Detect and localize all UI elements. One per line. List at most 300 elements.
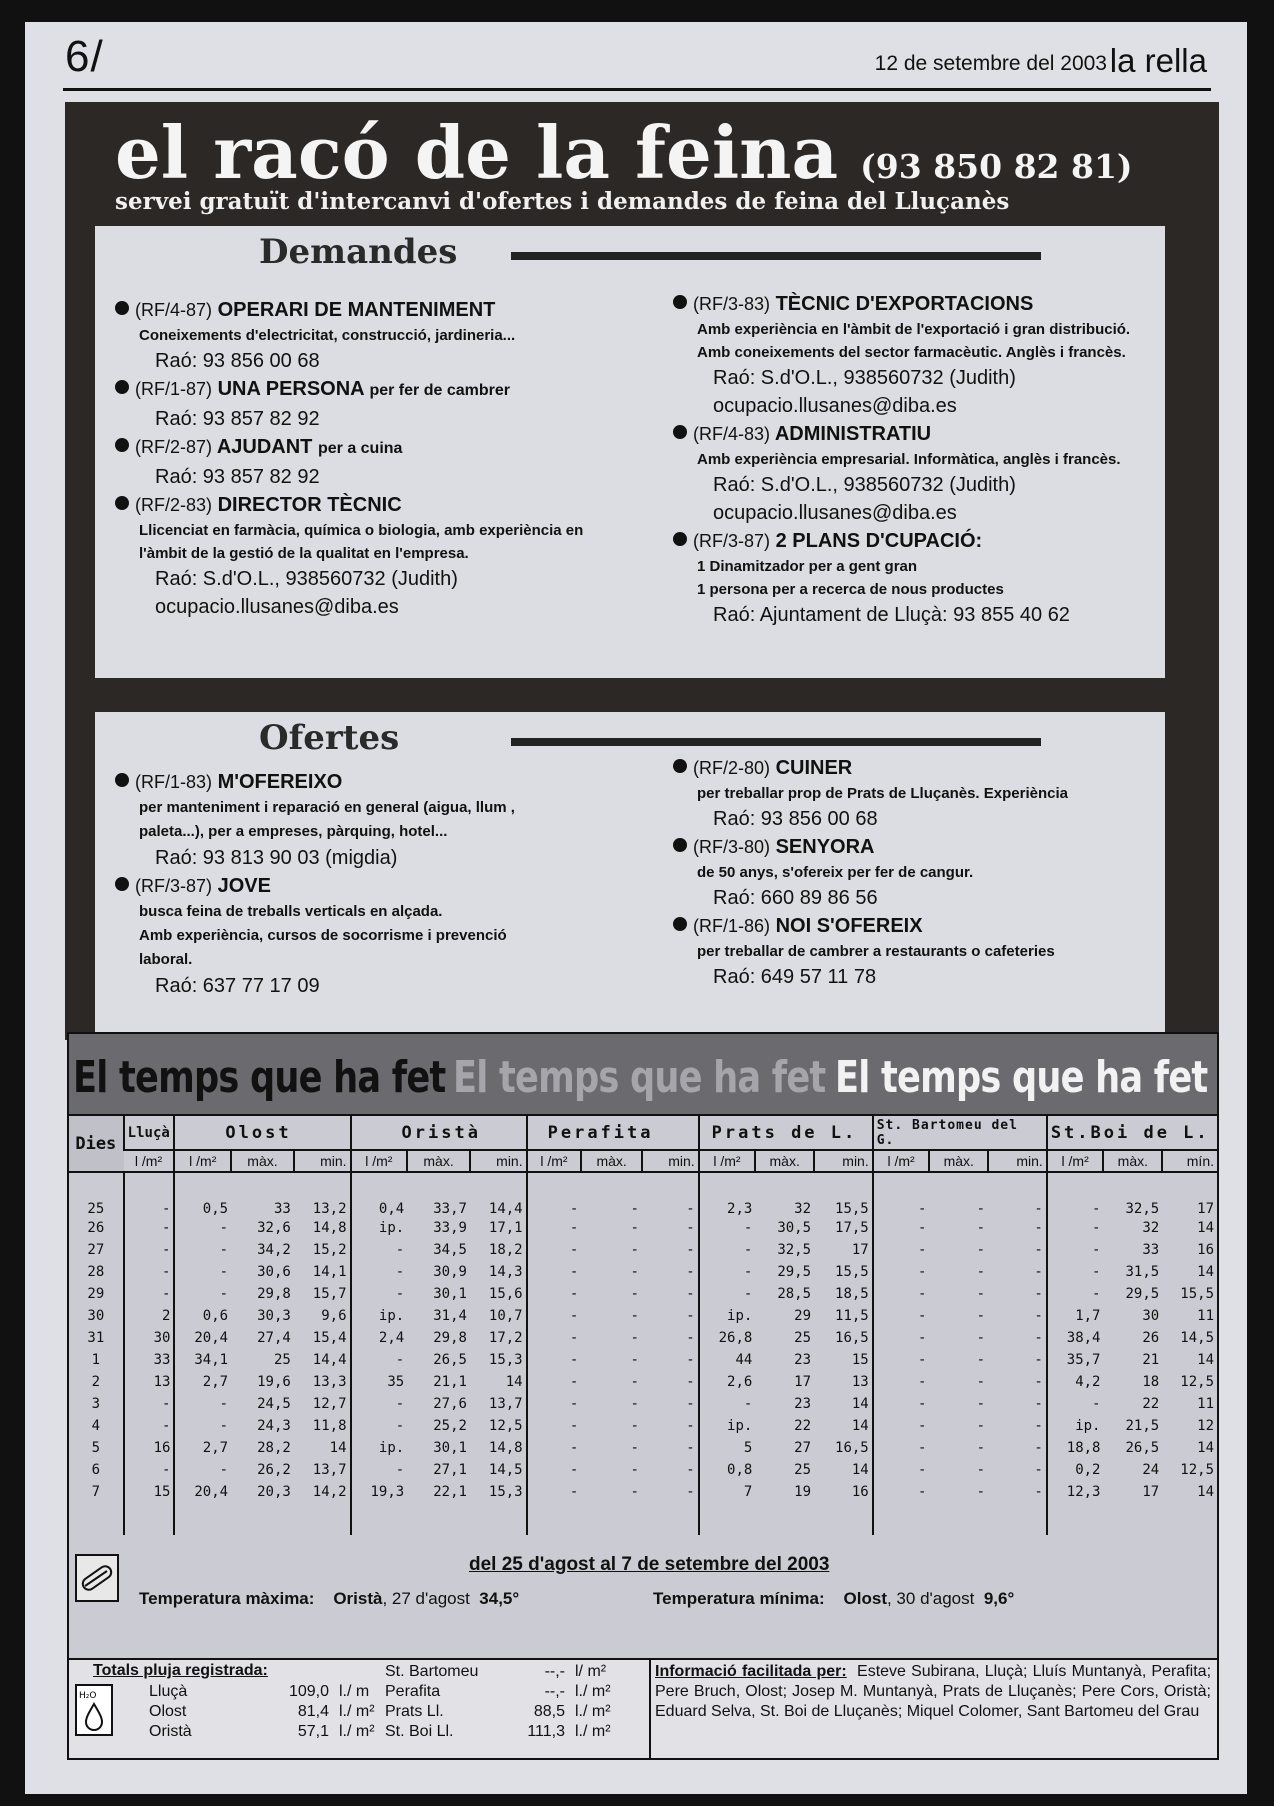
entry-contact: Raó: 637 77 17 09 bbox=[155, 975, 320, 997]
weather-title-echo-1: El temps que ha fet bbox=[453, 1052, 826, 1103]
value-cell: 26,8 bbox=[699, 1327, 756, 1349]
value-cell: - bbox=[873, 1261, 930, 1283]
value-cell: - bbox=[686, 1220, 695, 1236]
value-cell: 15,3 bbox=[488, 1484, 523, 1500]
value-cell: 14 bbox=[1197, 1440, 1214, 1456]
value-cell: 27,1 bbox=[433, 1462, 467, 1478]
entry-extra: per fer de cambrer bbox=[369, 382, 510, 399]
thermometer-icon bbox=[75, 1554, 119, 1602]
value-cell: 14 bbox=[851, 1418, 869, 1434]
demandes-title: Demandes bbox=[259, 232, 458, 272]
value-cell: - bbox=[873, 1327, 930, 1349]
entry-description: Llicenciat en farmàcia, química o biologia, amb experiència en bbox=[139, 522, 584, 539]
value-cell: - bbox=[976, 1484, 986, 1500]
day-cell: 29 bbox=[87, 1286, 105, 1302]
totals-divider bbox=[649, 1660, 651, 1758]
value-cell: - bbox=[527, 1481, 582, 1503]
value-cell: 27,6 bbox=[433, 1396, 467, 1412]
value-cell: 18,8 bbox=[1047, 1437, 1104, 1459]
water-drop-icon bbox=[75, 1684, 113, 1736]
value-cell: 20,4 bbox=[174, 1327, 231, 1349]
value-cell: - bbox=[686, 1201, 695, 1217]
entry-ref: (RF/3-87) bbox=[135, 876, 213, 896]
value-cell: - bbox=[124, 1239, 175, 1261]
value-cell: 19,6 bbox=[257, 1374, 291, 1390]
day-cell: 5 bbox=[91, 1440, 101, 1456]
value-cell: - bbox=[630, 1396, 639, 1412]
value-cell: - bbox=[630, 1330, 639, 1346]
entry-contact: Raó: 93 856 00 68 bbox=[155, 350, 320, 372]
unit-header: màx. bbox=[407, 1150, 470, 1172]
unit-header: min. bbox=[988, 1150, 1047, 1172]
value-cell: 25 bbox=[273, 1352, 291, 1368]
value-cell: 29,8 bbox=[433, 1330, 467, 1346]
unit-header: l /m² bbox=[873, 1150, 930, 1172]
value-cell: - bbox=[527, 1283, 582, 1305]
value-cell: - bbox=[699, 1239, 756, 1261]
value-cell: - bbox=[174, 1459, 231, 1481]
unit-header: màx. bbox=[231, 1150, 294, 1172]
value-cell: 25,2 bbox=[433, 1418, 467, 1434]
value-cell: - bbox=[873, 1217, 930, 1239]
tmin-date: , 30 d'agost bbox=[886, 1589, 975, 1608]
entry-ref: (RF/2-80) bbox=[693, 758, 771, 778]
value-cell: 29,5 bbox=[1125, 1286, 1160, 1302]
value-cell: - bbox=[124, 1415, 175, 1437]
value-cell: - bbox=[1034, 1220, 1043, 1236]
unit-header: màx. bbox=[1103, 1150, 1162, 1172]
value-cell: 24 bbox=[1142, 1462, 1160, 1478]
value-cell: - bbox=[124, 1217, 175, 1239]
value-cell: 28,2 bbox=[257, 1440, 291, 1456]
value-cell: 44 bbox=[699, 1349, 756, 1371]
value-cell: - bbox=[124, 1459, 175, 1481]
value-cell: 14,4 bbox=[312, 1352, 347, 1368]
value-cell: 25 bbox=[794, 1462, 812, 1478]
value-cell: 30,9 bbox=[433, 1264, 467, 1280]
value-cell: 16,5 bbox=[835, 1330, 869, 1346]
value-cell: 17 bbox=[851, 1242, 869, 1258]
value-cell: - bbox=[630, 1264, 639, 1280]
value-cell: 14,1 bbox=[312, 1264, 347, 1280]
unit-header: l /m² bbox=[527, 1150, 582, 1172]
value-cell: - bbox=[686, 1396, 695, 1412]
entry-email: ocupacio.llusanes@diba.es bbox=[713, 502, 957, 524]
value-cell: 15,3 bbox=[488, 1352, 523, 1368]
total-cell: --,- bbox=[544, 1683, 565, 1700]
value-cell: - bbox=[527, 1393, 582, 1415]
value-cell: 14,5 bbox=[488, 1462, 523, 1478]
entry-description: 1 persona per a recerca de nous productes bbox=[697, 581, 1004, 598]
entry-contact: Raó: 660 89 86 56 bbox=[713, 887, 878, 909]
unit-header: mín. bbox=[1162, 1150, 1217, 1172]
value-cell: 22 bbox=[794, 1418, 812, 1434]
value-cell: 26 bbox=[1142, 1330, 1160, 1346]
bullet-icon bbox=[673, 917, 687, 931]
entry-ref: (RF/3-80) bbox=[693, 837, 771, 857]
value-cell: - bbox=[976, 1440, 986, 1456]
value-cell: 12,5 bbox=[488, 1418, 523, 1434]
value-cell: ip. bbox=[1047, 1415, 1104, 1437]
value-cell: - bbox=[686, 1264, 695, 1280]
day-cell: 6 bbox=[91, 1462, 101, 1478]
entry-description: laboral. bbox=[139, 951, 193, 968]
value-cell: 31,4 bbox=[433, 1308, 467, 1324]
value-cell: 15 bbox=[124, 1481, 175, 1503]
entry-ref: (RF/1-87) bbox=[135, 379, 213, 399]
value-cell: - bbox=[630, 1484, 639, 1500]
value-cell: - bbox=[527, 1327, 582, 1349]
value-cell: - bbox=[527, 1459, 582, 1481]
value-cell: 14,5 bbox=[1180, 1330, 1214, 1346]
value-cell: 25 bbox=[794, 1330, 812, 1346]
value-cell: - bbox=[1047, 1239, 1104, 1261]
value-cell: 30,3 bbox=[257, 1308, 291, 1324]
ofertes-left-column bbox=[115, 768, 635, 1000]
ofertes-panel bbox=[95, 712, 1165, 1038]
entry-contact: Raó: 93 857 82 92 bbox=[155, 466, 320, 488]
value-cell: 34,5 bbox=[433, 1242, 467, 1258]
value-cell: - bbox=[976, 1286, 986, 1302]
value-cell: - bbox=[527, 1239, 582, 1261]
day-cell: 31 bbox=[87, 1330, 105, 1346]
value-cell: 32,5 bbox=[777, 1242, 812, 1258]
value-cell: - bbox=[351, 1349, 408, 1371]
entry-ref: (RF/3-83) bbox=[693, 294, 771, 314]
entry-heading bbox=[673, 420, 1153, 448]
entry-contact: Raó: Ajuntament de Lluçà: 93 855 40 62 bbox=[713, 604, 1070, 626]
value-cell: - bbox=[1034, 1484, 1043, 1500]
value-cell: 35 bbox=[351, 1371, 408, 1393]
value-cell: - bbox=[124, 1393, 175, 1415]
value-cell: - bbox=[873, 1459, 930, 1481]
value-cell: - bbox=[686, 1374, 695, 1390]
value-cell: 14 bbox=[1197, 1264, 1214, 1280]
total-cell: 88,5 bbox=[533, 1703, 565, 1720]
unit-header: min. bbox=[814, 1150, 873, 1172]
bullet-icon bbox=[673, 295, 687, 309]
value-cell: - bbox=[873, 1393, 930, 1415]
newspaper-page bbox=[25, 22, 1247, 1794]
value-cell: - bbox=[686, 1484, 695, 1500]
value-cell: 14 bbox=[851, 1462, 869, 1478]
entry-description: per treballar de cambrer a restaurants o cafeteries bbox=[697, 943, 1055, 960]
entry-title: CUINER bbox=[775, 757, 853, 779]
value-cell: 17 bbox=[794, 1374, 812, 1390]
bullet-icon bbox=[673, 838, 687, 852]
entry-heading bbox=[115, 491, 625, 519]
value-cell: - bbox=[873, 1305, 930, 1327]
value-cell: - bbox=[976, 1308, 986, 1324]
value-cell: 23 bbox=[794, 1396, 812, 1412]
weather-row bbox=[69, 1371, 1217, 1393]
station-header: Perafita bbox=[527, 1116, 699, 1150]
total-cell: Oristà bbox=[149, 1723, 192, 1740]
value-cell: - bbox=[686, 1462, 695, 1478]
page-number: 6/ bbox=[65, 32, 104, 81]
weather-section bbox=[67, 1032, 1219, 1752]
value-cell: 16 bbox=[1197, 1242, 1214, 1258]
weather-row bbox=[69, 1261, 1217, 1283]
value-cell: 24,3 bbox=[257, 1418, 291, 1434]
total-cell: l./ m² bbox=[575, 1723, 611, 1740]
value-cell: 0,5 bbox=[174, 1172, 231, 1217]
value-cell: - bbox=[686, 1440, 695, 1456]
rain-totals-section bbox=[67, 1658, 1219, 1760]
value-cell: - bbox=[976, 1352, 986, 1368]
value-cell: 17 bbox=[1142, 1484, 1160, 1500]
value-cell: - bbox=[873, 1437, 930, 1459]
value-cell: 33,7 bbox=[433, 1201, 467, 1217]
value-cell: - bbox=[1047, 1261, 1104, 1283]
total-cell: Olost bbox=[149, 1703, 187, 1720]
raco-title: el racó de la feina bbox=[115, 110, 839, 195]
value-cell: - bbox=[976, 1242, 986, 1258]
value-cell: - bbox=[351, 1283, 408, 1305]
ofertes-right-column bbox=[673, 754, 1153, 991]
entry-ref: (RF/3-87) bbox=[693, 531, 771, 551]
day-cell: 27 bbox=[87, 1242, 105, 1258]
value-cell: - bbox=[686, 1418, 695, 1434]
value-cell: - bbox=[630, 1286, 639, 1302]
value-cell: 15,5 bbox=[1180, 1286, 1214, 1302]
value-cell: 29,5 bbox=[777, 1264, 812, 1280]
value-cell: 33,9 bbox=[433, 1220, 467, 1236]
bullet-icon bbox=[673, 532, 687, 546]
total-cell: St. Boi Ll. bbox=[385, 1723, 454, 1740]
value-cell: 15,5 bbox=[835, 1201, 869, 1217]
entry-ref: (RF/1-86) bbox=[693, 916, 771, 936]
total-cell: --,- bbox=[544, 1663, 565, 1680]
value-cell: - bbox=[686, 1330, 695, 1346]
value-cell: 2,6 bbox=[699, 1371, 756, 1393]
unit-header: min. bbox=[294, 1150, 351, 1172]
tmin-label: Temperatura mínima: bbox=[653, 1589, 825, 1608]
value-cell: - bbox=[527, 1305, 582, 1327]
value-cell: - bbox=[686, 1352, 695, 1368]
station-header: Olost bbox=[174, 1116, 350, 1150]
weather-row bbox=[69, 1437, 1217, 1459]
value-cell: 18,2 bbox=[488, 1242, 523, 1258]
ofertes-rule bbox=[511, 738, 1041, 746]
entry-description: l'àmbit de la gestió de la qualitat en l'empresa. bbox=[139, 545, 469, 562]
station-header: Oristà bbox=[351, 1116, 527, 1150]
value-cell: 0,8 bbox=[699, 1459, 756, 1481]
value-cell: 30,6 bbox=[257, 1264, 291, 1280]
entry-description: Amb experiència en l'àmbit de l'exportació i gran distribució. bbox=[697, 321, 1131, 338]
value-cell: 11,8 bbox=[312, 1418, 347, 1434]
value-cell: 33 bbox=[1142, 1242, 1160, 1258]
value-cell: - bbox=[174, 1415, 231, 1437]
value-cell: 4,2 bbox=[1047, 1371, 1104, 1393]
value-cell: - bbox=[873, 1172, 930, 1217]
publication-name: la rella bbox=[1109, 42, 1207, 79]
value-cell: 31,5 bbox=[1125, 1264, 1160, 1280]
value-cell: 13,7 bbox=[312, 1462, 347, 1478]
value-cell: - bbox=[699, 1393, 756, 1415]
entry-title: M'OFEREIXO bbox=[217, 771, 343, 793]
value-cell: ip. bbox=[351, 1305, 408, 1327]
entry-description: Amb experiència empresarial. Informàtica, anglès i francès. bbox=[697, 451, 1121, 468]
value-cell: - bbox=[976, 1374, 986, 1390]
value-cell: 27 bbox=[794, 1440, 812, 1456]
demandes-panel bbox=[95, 226, 1165, 678]
value-cell: - bbox=[351, 1415, 408, 1437]
value-cell: - bbox=[527, 1261, 582, 1283]
entry-ref: (RF/1-83) bbox=[135, 772, 213, 792]
value-cell: 2 bbox=[124, 1305, 175, 1327]
svg-text:H₂O: H₂O bbox=[79, 1691, 97, 1701]
weather-row bbox=[69, 1349, 1217, 1371]
entry-contact: Raó: 93 813 90 03 (migdia) bbox=[155, 847, 398, 869]
value-cell: - bbox=[527, 1371, 582, 1393]
entry-description: Amb experiència, cursos de socorrisme i prevenció bbox=[139, 927, 507, 944]
entry-heading bbox=[673, 754, 1153, 782]
value-cell: - bbox=[630, 1352, 639, 1368]
bullet-icon bbox=[115, 496, 129, 510]
tmax-label: Temperatura màxima: bbox=[139, 1589, 315, 1608]
value-cell: 30 bbox=[1142, 1308, 1160, 1324]
entry-description: Coneixements d'electricitat, construcció, jardineria... bbox=[139, 327, 516, 344]
ofertes-title: Ofertes bbox=[259, 718, 400, 758]
tmax-value: 34,5° bbox=[479, 1589, 520, 1608]
value-cell: - bbox=[630, 1418, 639, 1434]
entry-contact: Raó: S.d'O.L., 938560732 (Judith) bbox=[713, 367, 1016, 389]
value-cell: 21,5 bbox=[1125, 1418, 1160, 1434]
value-cell: - bbox=[527, 1172, 582, 1217]
value-cell: 13,7 bbox=[488, 1396, 523, 1412]
value-cell: 15,7 bbox=[312, 1286, 347, 1302]
station-header: Lluçà bbox=[124, 1116, 175, 1150]
station-header: St.Boi de L. bbox=[1047, 1116, 1217, 1150]
value-cell: 16 bbox=[124, 1437, 175, 1459]
value-cell: - bbox=[351, 1459, 408, 1481]
value-cell: 38,4 bbox=[1047, 1327, 1104, 1349]
value-cell: 32 bbox=[794, 1201, 812, 1217]
entry-heading bbox=[115, 768, 635, 796]
bullet-icon bbox=[115, 877, 129, 891]
value-cell: - bbox=[699, 1283, 756, 1305]
entry-contact: Raó: S.d'O.L., 938560732 (Judith) bbox=[155, 568, 458, 590]
weather-row bbox=[69, 1481, 1217, 1503]
value-cell: 13 bbox=[851, 1374, 869, 1390]
day-cell: 7 bbox=[91, 1484, 101, 1500]
entry-title: NOI S'OFEREIX bbox=[775, 915, 923, 937]
entry-contact: Raó: 93 857 82 92 bbox=[155, 408, 320, 430]
weather-row bbox=[69, 1459, 1217, 1481]
day-cell: 30 bbox=[87, 1308, 105, 1324]
entry-title: JOVE bbox=[217, 875, 271, 897]
station-header: St. Bartomeu del G. bbox=[873, 1116, 1047, 1150]
value-cell: ip. bbox=[699, 1415, 756, 1437]
value-cell: 0,4 bbox=[351, 1172, 408, 1217]
entry-description: paleta...), per a empreses, pàrquing, hotel... bbox=[139, 823, 448, 840]
demandes-left-column bbox=[115, 296, 625, 621]
value-cell: 14 bbox=[1197, 1220, 1214, 1236]
value-cell: - bbox=[1047, 1283, 1104, 1305]
value-cell: 13,3 bbox=[312, 1374, 347, 1390]
weather-row bbox=[69, 1172, 1217, 1217]
raco-phone: (93 850 82 81) bbox=[860, 147, 1133, 186]
entry-ref: (RF/4-87) bbox=[135, 300, 213, 320]
entry-heading bbox=[673, 833, 1153, 861]
value-cell: 11 bbox=[1197, 1308, 1214, 1324]
value-cell: - bbox=[1034, 1352, 1043, 1368]
tmin-place: Olost bbox=[843, 1589, 887, 1608]
value-cell: 18 bbox=[1142, 1374, 1160, 1390]
weather-row bbox=[69, 1283, 1217, 1305]
value-cell: - bbox=[976, 1201, 986, 1217]
day-cell: 4 bbox=[91, 1418, 101, 1434]
station-header: Prats de L. bbox=[699, 1116, 873, 1150]
unit-header: màx. bbox=[929, 1150, 988, 1172]
total-cell: l./ m² bbox=[575, 1683, 611, 1700]
value-cell: 14 bbox=[1197, 1352, 1214, 1368]
value-cell: - bbox=[1047, 1217, 1104, 1239]
value-cell: - bbox=[174, 1217, 231, 1239]
units-row bbox=[69, 1150, 1217, 1172]
total-cell: Prats Ll. bbox=[385, 1703, 444, 1720]
info-label: Informació facilitada per: bbox=[655, 1663, 847, 1680]
value-cell: 14 bbox=[329, 1440, 347, 1456]
value-cell: 15,2 bbox=[312, 1242, 347, 1258]
value-cell: - bbox=[873, 1481, 930, 1503]
value-cell: 22 bbox=[1142, 1396, 1160, 1412]
value-cell: 15,4 bbox=[312, 1330, 347, 1346]
value-cell: 10,7 bbox=[488, 1308, 523, 1324]
value-cell: 5 bbox=[699, 1437, 756, 1459]
tmax-date: , 27 d'agost bbox=[382, 1589, 470, 1608]
unit-header: l /m² bbox=[351, 1150, 408, 1172]
value-cell: 2,7 bbox=[174, 1371, 231, 1393]
value-cell: - bbox=[174, 1239, 231, 1261]
value-cell: 0,6 bbox=[174, 1305, 231, 1327]
value-cell: 13,2 bbox=[312, 1201, 347, 1217]
value-cell: - bbox=[1034, 1440, 1043, 1456]
value-cell: - bbox=[873, 1239, 930, 1261]
total-cell: l./ m² bbox=[575, 1703, 611, 1720]
entry-title: TÈCNIC D'EXPORTACIONS bbox=[775, 293, 1034, 315]
entry-title: AJUDANT bbox=[216, 436, 313, 458]
entry-description: per manteniment i reparació en general (aigua, llum , bbox=[139, 799, 515, 816]
weather-table-body bbox=[69, 1172, 1217, 1535]
entry-heading bbox=[115, 296, 625, 324]
weather-title: El temps que ha fet bbox=[73, 1052, 446, 1103]
entry-contact: Raó: 649 57 11 78 bbox=[713, 966, 877, 988]
unit-header: màx. bbox=[755, 1150, 814, 1172]
filler-row bbox=[69, 1503, 1217, 1535]
weather-row bbox=[69, 1393, 1217, 1415]
weather-row bbox=[69, 1327, 1217, 1349]
value-cell: - bbox=[873, 1415, 930, 1437]
value-cell: 14,3 bbox=[488, 1264, 523, 1280]
value-cell: 20,3 bbox=[257, 1484, 291, 1500]
total-cell: 111,3 bbox=[527, 1723, 565, 1740]
value-cell: - bbox=[1034, 1201, 1043, 1217]
total-cell: 57,1 bbox=[297, 1723, 329, 1740]
entry-title: OPERARI DE MANTENIMENT bbox=[217, 299, 496, 321]
demandes-rule bbox=[511, 252, 1041, 260]
value-cell: 24,5 bbox=[257, 1396, 291, 1412]
dies-header: Dies bbox=[69, 1116, 124, 1172]
value-cell: - bbox=[174, 1283, 231, 1305]
value-cell: - bbox=[630, 1308, 639, 1324]
bullet-icon bbox=[673, 759, 687, 773]
entry-description: 1 Dinamitzador per a gent gran bbox=[697, 558, 918, 575]
value-cell: - bbox=[976, 1220, 986, 1236]
value-cell: - bbox=[976, 1396, 986, 1412]
value-cell: - bbox=[527, 1217, 582, 1239]
